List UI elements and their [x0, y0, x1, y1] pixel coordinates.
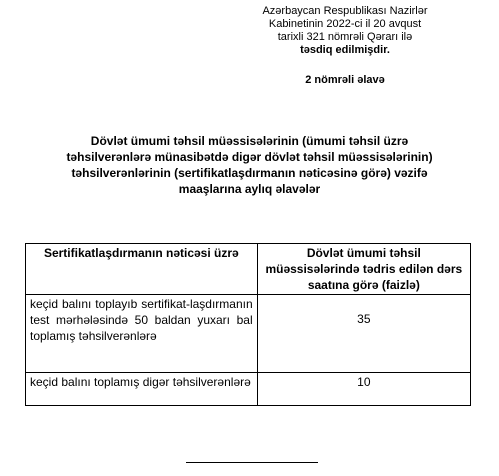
footer-divider: [186, 462, 318, 463]
title-line-4: maaşlarına aylıq əlavələr: [178, 182, 321, 196]
document-title: [0, 133, 499, 197]
approval-line-1: Azərbaycan Respublikası Nazirlər: [262, 5, 428, 17]
table-header-certification-result: Sertifikatlaşdırmanın nəticəsi üzrə: [26, 244, 258, 295]
table-cell-description: keçid balını toplamış digər təhsilverənlərə: [26, 373, 258, 406]
title-line-3: təhsilverənlərinin (sertifikatlaşdırmanın nəticəsinə görə) vəzifə: [71, 166, 428, 180]
approval-line-4: təsdiq edilmişdir.: [300, 44, 390, 56]
title-line-2: təhsilverənlərə münasibətdə digər dövlət təhsil müəssisələrinin): [66, 150, 433, 164]
approval-note: [230, 5, 460, 57]
appendix-label: 2 nömrəli əlavə: [305, 74, 385, 86]
table-cell-value: 10: [257, 373, 470, 406]
approval-line-2: Kabinetinin 2022-ci il 20 avqust: [268, 18, 422, 30]
table-header-percentage: Dövlət ümumi təhsil müəssisələrində tədris edilən dərs saatına görə (faizlə): [257, 244, 470, 295]
table-cell-value: 35: [257, 295, 470, 373]
title-line-1: Dövlət ümumi təhsil müəssisələrinin (ümumi təhsil üzrə: [90, 134, 409, 148]
table-header-row: [26, 244, 471, 295]
table-cell-description: keçid balını toplayıb sertifikat-laşdırmanın test mərhələsində 50 baldan yuxarı bal toplamış təhsilverənlərə: [26, 295, 258, 373]
approval-line-3: tarixli 321 nömrəli Qərarı ilə: [277, 31, 413, 43]
allowance-table: [25, 243, 471, 406]
table-row: [26, 373, 471, 406]
table-row: [26, 295, 471, 373]
